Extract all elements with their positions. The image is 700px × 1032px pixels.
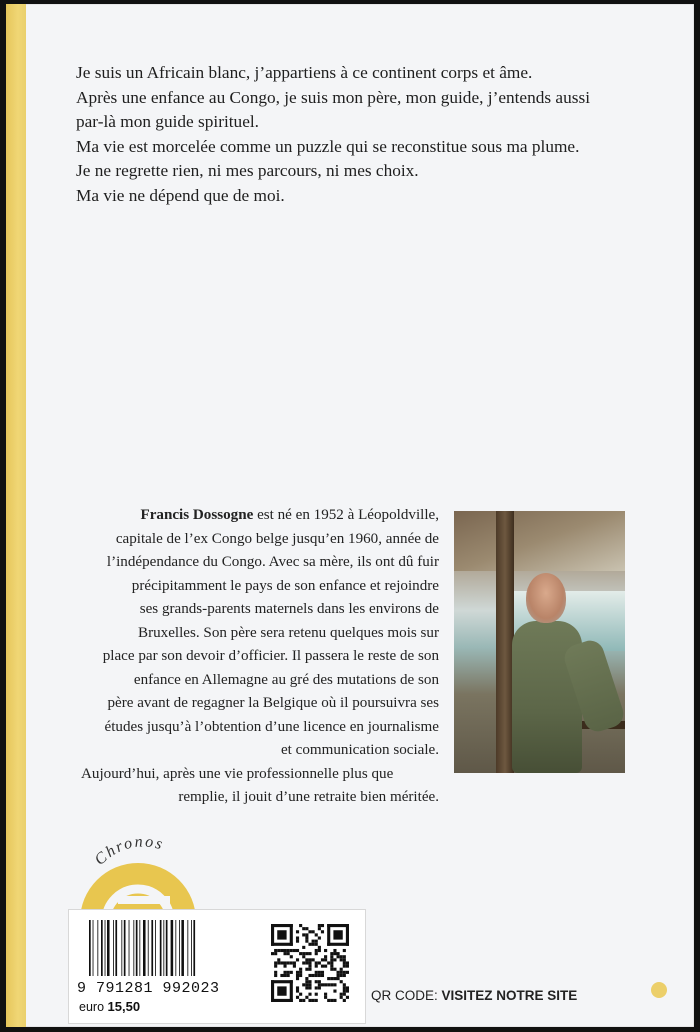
barcode-icon [89,920,249,976]
price-value: 15,50 [107,999,141,1014]
blurb-line: par-là mon guide spirituel. [76,112,259,132]
bio-line [81,504,439,528]
back-cover [6,4,694,1027]
blurb-line: Je suis un Africain blanc, j’appartiens à ce continent corps et âme. [76,63,533,82]
author-name: Francis Dossogne [140,507,254,523]
qr-code-icon[interactable] [271,924,349,1002]
bio-line: l’indépendance du Congo. Avec sa mère, ils ont dû fuir [106,554,439,570]
price [79,999,140,1014]
bio-line: place par son devoir d’officier. Il passera le reste de son [102,648,439,664]
barcode-panel [68,909,366,1024]
logo-bar [118,896,170,904]
svg-text:Chronos [91,833,166,868]
photo-roof [454,511,625,571]
blurb-line: Ma vie ne dépend que de moi. [76,185,285,205]
blurb-line: Après une enfance au Congo, je suis mon père, mon guide, j’entends aussi [76,87,590,107]
bio-line: remplie, il jouit d’une retraite bien méritée. [178,789,439,805]
bio-line: ses grands-parents maternels dans les environs de [139,601,439,617]
blurb-line: Je ne regrette rien, ni mes parcours, ni mes choix. [76,161,419,181]
blurb-line: Ma vie est morcelée comme un puzzle qui se reconstitue sous ma plume. [76,136,580,156]
author-bio [81,504,439,810]
qr-caption [371,988,577,1003]
blurb [76,61,656,209]
isbn-number: 9 791281 992023 [77,980,220,997]
spine-strip [6,4,26,1027]
qr-caption-text: VISITEZ NOTRE SITE [441,988,578,1003]
publisher-logo [78,826,208,921]
bio-line: Aujourd’hui, après une vie professionnelle plus que [81,765,394,782]
publisher-logo-graphic [78,826,208,921]
bio-line: précipitamment le pays de son enfance et rejoindre [131,577,439,594]
decorative-dot [651,982,667,998]
qr-caption-prefix: QR CODE: [371,988,438,1003]
publisher-logo-text: Chronos [91,833,166,869]
bio-line-text: est né en 1952 à Léopoldville, [257,507,439,523]
bio-line: capitale de l’ex Congo belge jusqu’en 1960, année de [115,530,439,547]
bio-line: Bruxelles. Son père sera retenu quelques mois sur [138,624,439,641]
photo-person-body [512,621,582,773]
bio-line: enfance en Allemagne au gré des mutations de son [133,671,439,688]
bio-line: et communication sociale. [280,742,439,758]
photo-person-head [526,573,566,623]
bio-line: études jusqu’à l’obtention d’une licence en journalisme [104,718,439,735]
bio-line: père avant de regagner la Belgique où il poursuivra ses [107,695,439,711]
author-photo [454,511,625,773]
price-label: euro [79,1000,105,1014]
